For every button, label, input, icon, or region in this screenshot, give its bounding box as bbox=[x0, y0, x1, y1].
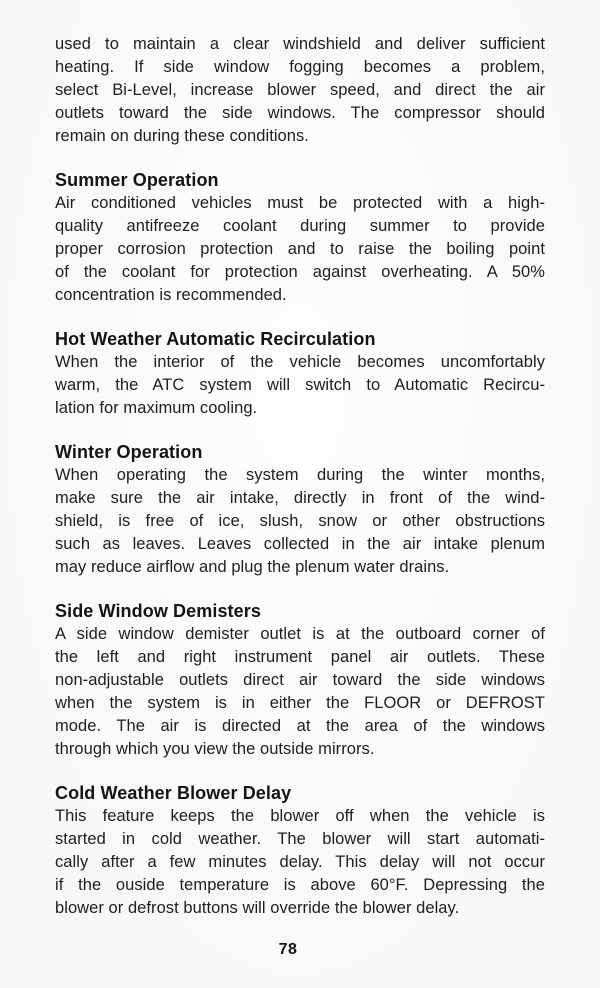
text-line: if the ouside temperature is above 60°F. Depressing the bbox=[55, 876, 545, 894]
text-line: When operating the system during the winter months, bbox=[55, 466, 545, 484]
section-summer-operation bbox=[55, 169, 545, 307]
text-line: select Bi-Level, increase blower speed, and direct the air bbox=[55, 81, 545, 99]
page-content bbox=[55, 33, 545, 920]
paragraph-summer-operation bbox=[55, 192, 545, 307]
text-line: through which you view the outside mirrors. bbox=[55, 740, 375, 758]
text-line: such as leaves. Leaves collected in the air intake plenum bbox=[55, 535, 545, 553]
text-line: heating. If side window fogging becomes a problem, bbox=[55, 58, 545, 76]
text-line: concentration is recommended. bbox=[55, 286, 287, 304]
text-line: shield, is free of ice, slush, snow or other obstructions bbox=[55, 512, 545, 530]
page-footer bbox=[0, 941, 576, 959]
text-line: Air conditioned vehicles must be protected with a high- bbox=[55, 194, 545, 212]
text-line: When the interior of the vehicle becomes uncomfortably bbox=[55, 353, 545, 371]
text-line: remain on during these conditions. bbox=[55, 127, 309, 145]
section-cold-weather-blower-delay bbox=[55, 782, 545, 920]
paragraph-winter-operation bbox=[55, 464, 545, 579]
text-line: proper corrosion protection and to raise the boiling point bbox=[55, 240, 545, 258]
heading-winter-operation: Winter Operation bbox=[55, 442, 203, 462]
section-side-window-demisters bbox=[55, 600, 545, 761]
text-line: This feature keeps the blower off when the vehicle is bbox=[55, 807, 545, 825]
paragraph-side-window-demisters bbox=[55, 623, 545, 761]
paragraph-intro-continuation bbox=[55, 33, 545, 148]
heading-side-window-demisters: Side Window Demisters bbox=[55, 601, 261, 621]
section-hot-weather-automatic-recirculation bbox=[55, 328, 545, 420]
text-line: when the system is in either the FLOOR or DEFROST bbox=[55, 694, 545, 712]
paragraph-hot-weather-automatic-recirculation bbox=[55, 351, 545, 420]
page-number: 78 bbox=[278, 941, 298, 958]
text-line: blower or defrost buttons will override the blower delay. bbox=[55, 899, 460, 917]
text-line: warm, the ATC system will switch to Automatic Recircu- bbox=[55, 376, 545, 394]
text-line: cally after a few minutes delay. This delay will not occur bbox=[55, 853, 545, 871]
heading-hot-weather-automatic-recirculation: Hot Weather Automatic Recirculation bbox=[55, 329, 376, 349]
text-line: outlets toward the side windows. The compressor should bbox=[55, 104, 545, 122]
text-line: the left and right instrument panel air outlets. These bbox=[55, 648, 545, 666]
heading-summer-operation: Summer Operation bbox=[55, 170, 219, 190]
text-line: may reduce airflow and plug the plenum water drains. bbox=[55, 558, 450, 576]
section-winter-operation bbox=[55, 441, 545, 579]
text-line: lation for maximum cooling. bbox=[55, 399, 258, 417]
text-line: started in cold weather. The blower will start automati- bbox=[55, 830, 545, 848]
text-line: quality antifreeze coolant during summer to provide bbox=[55, 217, 545, 235]
heading-cold-weather-blower-delay: Cold Weather Blower Delay bbox=[55, 783, 292, 803]
text-line: make sure the air intake, directly in front of the wind- bbox=[55, 489, 545, 507]
text-line: mode. The air is directed at the area of the windows bbox=[55, 717, 545, 735]
text-line: of the coolant for protection against overheating. A 50% bbox=[55, 263, 545, 281]
text-line: A side window demister outlet is at the outboard corner of bbox=[55, 625, 545, 643]
text-line: non-adjustable outlets direct air toward the side windows bbox=[55, 671, 545, 689]
text-line: used to maintain a clear windshield and deliver sufficient bbox=[55, 35, 545, 53]
paragraph-cold-weather-blower-delay bbox=[55, 805, 545, 920]
section-intro-continuation bbox=[55, 33, 545, 148]
